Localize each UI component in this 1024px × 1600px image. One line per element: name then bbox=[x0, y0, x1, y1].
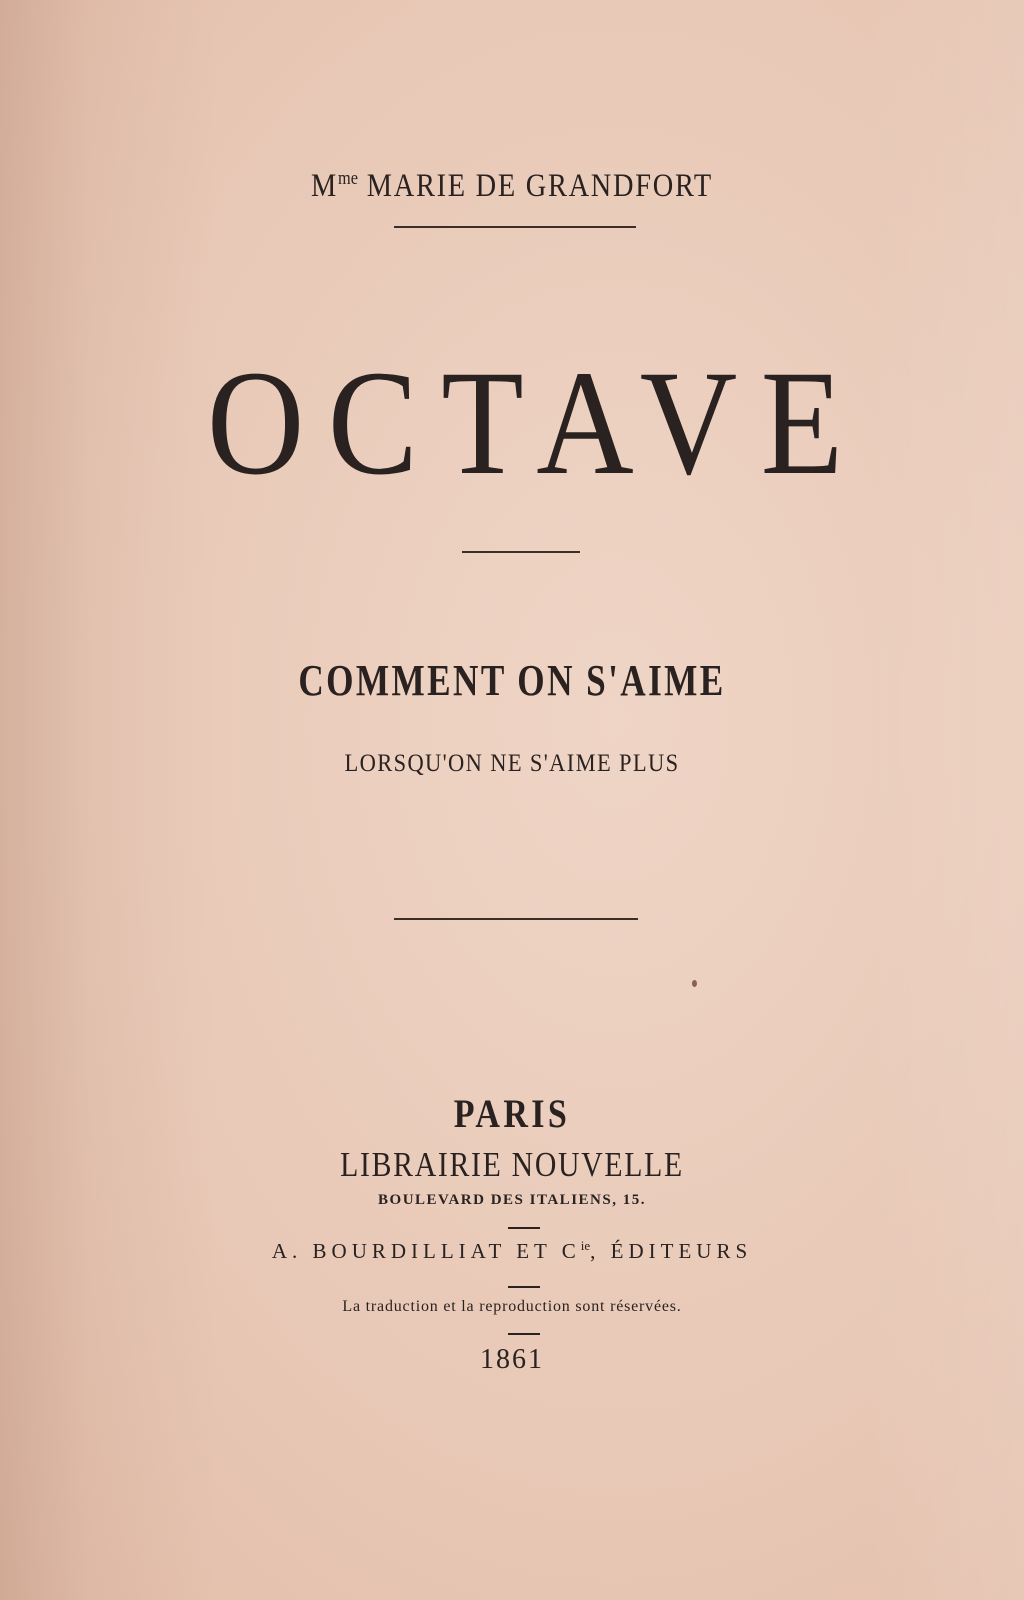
short-dash bbox=[508, 1333, 540, 1335]
short-dash bbox=[508, 1286, 540, 1288]
editors-superscript: ie bbox=[580, 1238, 591, 1253]
divider-rule bbox=[462, 551, 580, 553]
paper-speck bbox=[692, 980, 697, 987]
imprint-city: PARIS bbox=[453, 1091, 571, 1136]
book-subtitle: COMMENT ON S'AIME bbox=[298, 656, 726, 705]
author-line bbox=[72, 168, 953, 205]
publication-year: 1861 bbox=[480, 1344, 544, 1375]
author-prefix-superscript: me bbox=[337, 168, 358, 189]
editors-suffix: , ÉDITEURS bbox=[590, 1239, 753, 1263]
imprint-publisher: LIBRAIRIE NOUVELLE bbox=[340, 1145, 684, 1184]
divider-rule bbox=[394, 918, 638, 920]
short-dash bbox=[508, 1227, 540, 1229]
rights-notice: La traduction et la reproduction sont réservées. bbox=[342, 1298, 682, 1315]
divider-rule bbox=[394, 226, 636, 228]
book-subtitle-line-2: LORSQU'ON NE S'AIME PLUS bbox=[344, 750, 680, 777]
author-prefix: M bbox=[311, 168, 338, 204]
book-title: OCTAVE bbox=[206, 340, 867, 506]
imprint-address: BOULEVARD DES ITALIENS, 15. bbox=[378, 1192, 646, 1208]
editors-text: A. BOURDILLIAT ET C bbox=[271, 1239, 581, 1263]
imprint-editors bbox=[0, 1238, 1024, 1264]
author-name: MARIE DE GRANDFORT bbox=[366, 168, 713, 204]
